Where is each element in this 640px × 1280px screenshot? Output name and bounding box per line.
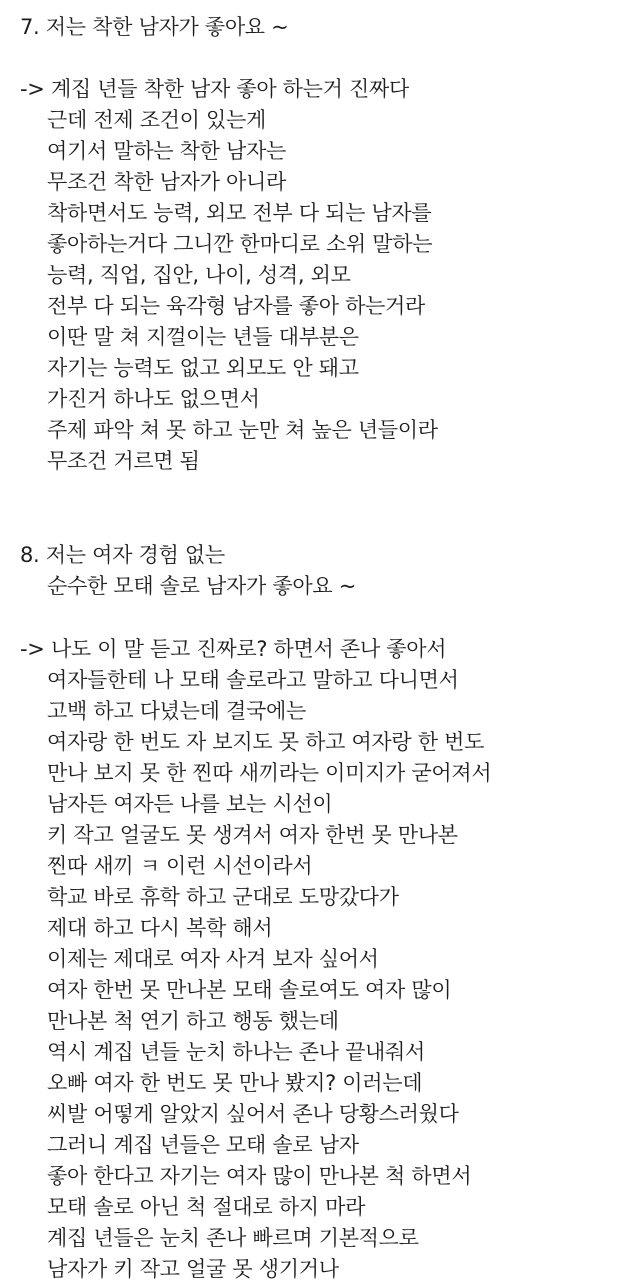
text-line: 씨발 어떻게 알았지 싶어서 존나 당황스러웠다 xyxy=(47,1102,459,1126)
text-line: 남자든 여자든 나를 보는 시선이 xyxy=(47,792,333,816)
text-line: 주제 파악 쳐 못 하고 눈만 쳐 높은 년들이라 xyxy=(47,418,438,442)
text-line: 찐따 새끼 ㅋ 이런 시선이라서 xyxy=(47,854,313,878)
text-line: 여기서 말하는 착한 남자는 xyxy=(47,139,286,163)
text-line: 착하면서도 능력, 외모 전부 다 되는 남자를 xyxy=(47,201,432,225)
text-line: 여자랑 한 번도 자 보지도 못 하고 여자랑 한 번도 xyxy=(47,730,485,754)
heading-item-7: 7. 저는 착한 남자가 좋아요 ~ xyxy=(20,15,289,39)
text-line: 고백 하고 다녔는데 결국에는 xyxy=(47,699,306,723)
text-line: 계집 년들은 눈치 존나 빠르며 기본적으로 xyxy=(47,1226,419,1250)
text-line: 오빠 여자 한 번도 못 만나 봤지? 이러는데 xyxy=(47,1071,423,1095)
heading-item-8-continued: 순수한 모태 솔로 남자가 좋아요 ~ xyxy=(47,574,356,598)
answer-line: -> 나도 이 말 듣고 진짜로? 하면서 존나 좋아서 xyxy=(20,637,447,661)
text-line: 좋아하는거다 그니깐 한마디로 소위 말하는 xyxy=(47,232,433,256)
text-line: 만나본 척 연기 하고 행동 했는데 xyxy=(47,1009,339,1033)
text-line: 제대 하고 다시 복학 해서 xyxy=(47,916,273,940)
text-line: 능력, 직업, 집안, 나이, 성격, 외모 xyxy=(47,263,351,287)
text-line: 여자들한테 나 모태 솔로라고 말하고 다니면서 xyxy=(47,668,459,692)
text-line: 여자 한번 못 만나본 모태 솔로여도 여자 많이 xyxy=(47,978,452,1002)
heading-item-8: 8. 저는 여자 경험 없는 xyxy=(20,543,225,567)
answer-line: -> 계집 년들 착한 남자 좋아 하는거 진짜다 xyxy=(20,77,409,101)
text-line: 이딴 말 쳐 지껄이는 년들 대부분은 xyxy=(47,325,359,349)
text-line: 그러니 계집 년들은 모태 솔로 남자 xyxy=(47,1133,359,1157)
text-line: 좋아 한다고 자기는 여자 많이 만나본 척 하면서 xyxy=(47,1164,472,1188)
text-line: 무조건 거르면 됨 xyxy=(47,449,200,473)
text-line: 근데 전제 조건이 있는게 xyxy=(47,108,266,132)
text-line-cut-off: 남자가 키 작고 얼굴 못 생기거나 xyxy=(47,1257,339,1280)
text-line: 키 작고 얼굴도 못 생겨서 여자 한번 못 만나본 xyxy=(47,823,458,847)
text-line: 전부 다 되는 육각형 남자를 좋아 하는거라 xyxy=(47,294,426,318)
text-line: 모태 솔로 아닌 척 절대로 하지 마라 xyxy=(47,1195,366,1219)
text-line: 이제는 제대로 여자 사겨 보자 싶어서 xyxy=(47,947,379,971)
text-line: 학교 바로 휴학 하고 군대로 도망갔다가 xyxy=(47,885,399,909)
text-line: 무조건 착한 남자가 아니라 xyxy=(47,170,286,194)
text-line: 역시 계집 년들 눈치 하나는 존나 끝내줘서 xyxy=(47,1040,426,1064)
text-line: 가진거 하나도 없으면서 xyxy=(47,387,260,411)
text-line: 만나 보지 못 한 찐따 새끼라는 이미지가 굳어져서 xyxy=(47,761,492,785)
text-line: 자기는 능력도 없고 외모도 안 돼고 xyxy=(47,356,359,380)
